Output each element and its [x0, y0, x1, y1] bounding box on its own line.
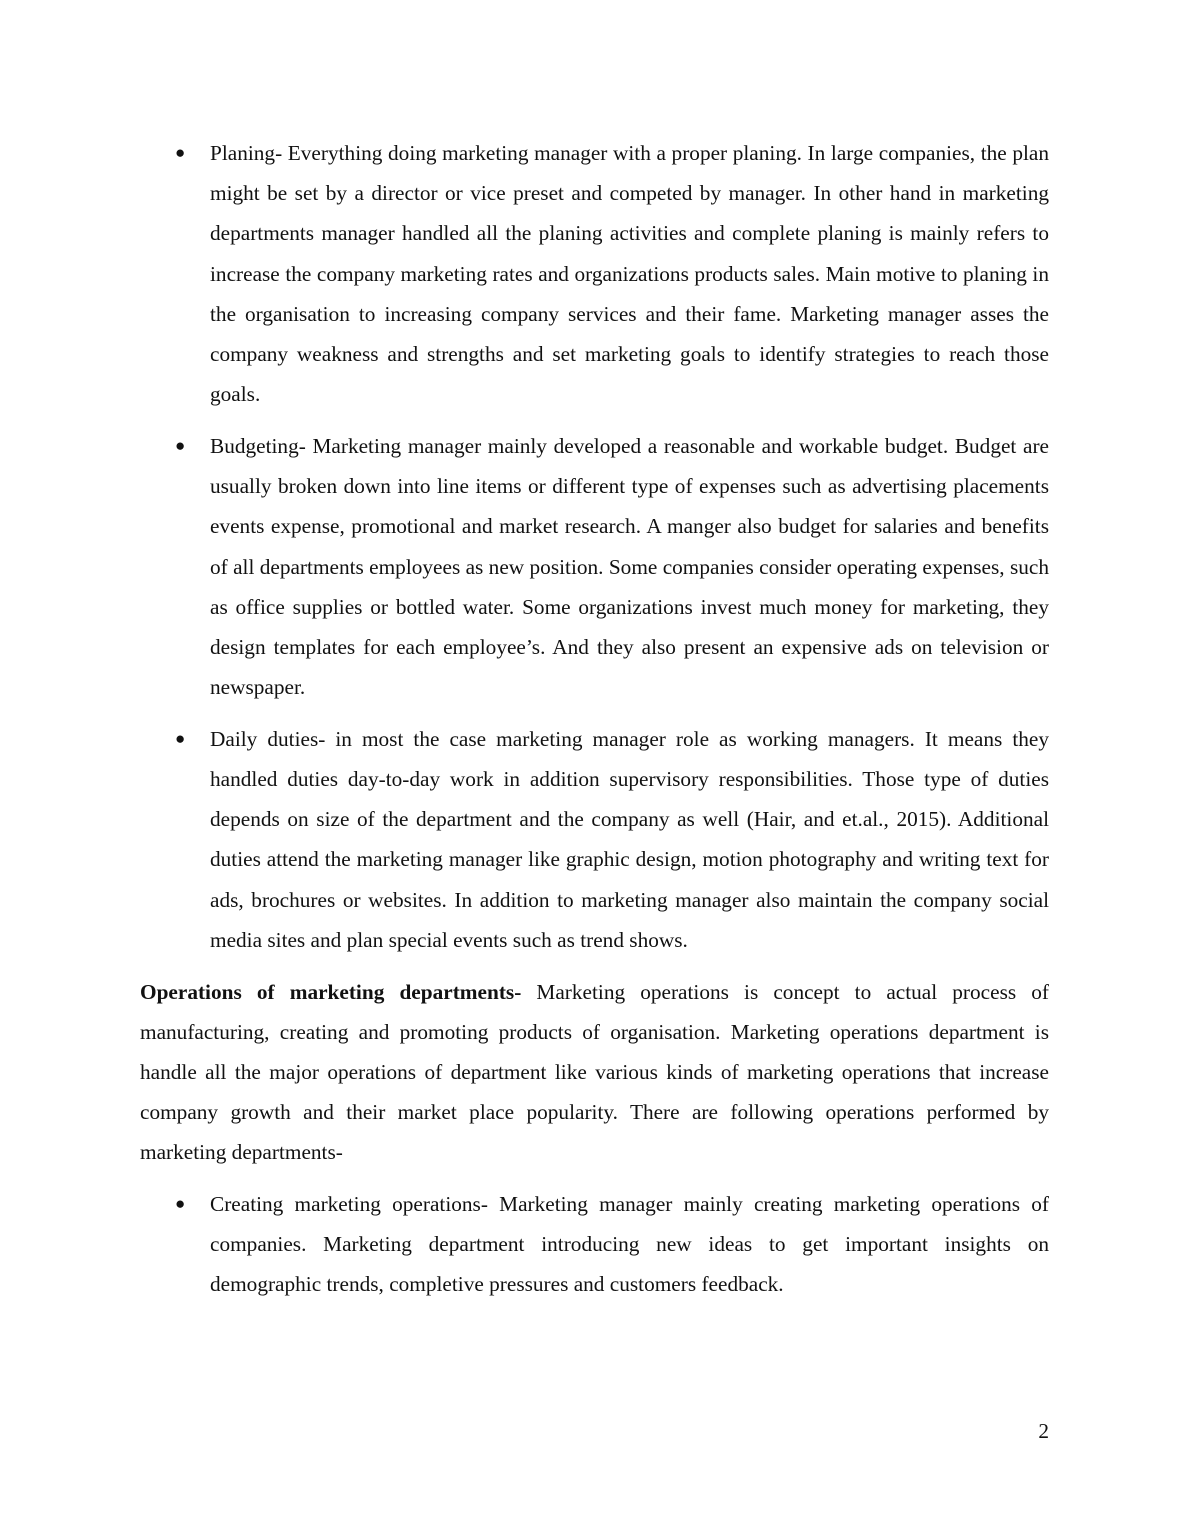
operations-heading: Operations of marketing departments-	[140, 979, 522, 1004]
list-item-text: Creating marketing operations- Marketing manager mainly creating marketing operations of companies. Marketing department introducing new ideas to get important insights on demographic trends, completive pressures and customers feedback.	[210, 1192, 1049, 1297]
bullet-icon: ●	[175, 435, 186, 455]
list-item-text: Budgeting- Marketing manager mainly developed a reasonable and workable budget. Budget are usually broken down into line items or different type of expenses such as advertising placements events expense, promotional and market research. A manger also budget for salaries and benefits of all departments employees as new position. Some companies consider operating expenses, such as office supplies or bottled water. Some organizations invest much money for marketing, they design templates for each employee’s. And they also present an expensive ads on television or newspaper.	[210, 433, 1049, 700]
operations-bullet-list	[140, 1184, 1049, 1305]
list-item	[140, 1184, 1049, 1305]
list-item	[140, 426, 1049, 707]
operations-paragraph	[140, 972, 1049, 1173]
page-number: 2	[1038, 1419, 1049, 1443]
document-body	[140, 133, 1049, 1316]
list-item	[140, 133, 1049, 414]
operations-body: Marketing operations is concept to actual process of manufacturing, creating and promoting products of organisation. Marketing operations department is handle all the major operations of department like various kinds of marketing operations that increase company growth and their market place popularity. There are following operations performed by marketing departments-	[140, 979, 1049, 1165]
duties-bullet-list	[140, 133, 1049, 960]
bullet-icon: ●	[175, 728, 186, 748]
bullet-icon: ●	[175, 143, 186, 162]
list-item-text: Daily duties- in most the case marketing manager role as working managers. It means they handled duties day-to-day work in addition supervisory responsibilities. Those type of duties depends on size of the department and the company as well (Hair, and et.al., 2015). Additional duties attend the marketing manager like graphic design, motion photography and writing text for ads, brochures or websites. In addition to marketing manager also maintain the company social media sites and plan special events such as trend shows.	[210, 726, 1049, 952]
bullet-icon: ●	[175, 1194, 186, 1214]
list-item-text: Planing- Everything doing marketing manager with a proper planing. In large companies, the plan might be set by a director or vice preset and competed by manager. In other hand in marketing departments manager handled all the planing activities and complete planing is mainly refers to increase the company marketing rates and organizations products sales. Main motive to planing in the organisation to increasing company services and their fame. Marketing manager asses the company weakness and strengths and set marketing goals to identify strategies to reach those goals.	[210, 141, 1049, 407]
list-item	[140, 719, 1049, 960]
